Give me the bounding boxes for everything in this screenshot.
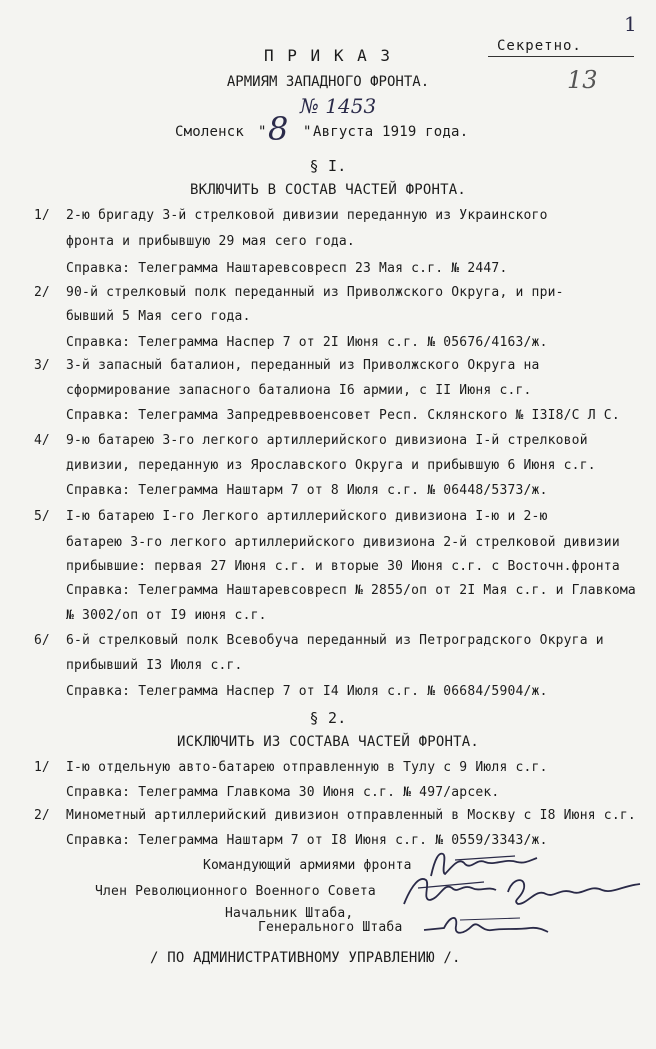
item-number: 2/ [34,808,50,823]
item-reference: Справка: Телеграмма Наштарм 7 от I8 Июня с.г. № 0559/3343/ж. [66,833,548,848]
item-line: 2-ю бригаду 3-й стрелковой дивизии переданную из Украинского [66,208,548,223]
item-line: 3-й запасный баталион, переданный из Приволжского Округа на [66,358,540,373]
item-line: I-ю батарею I-го Легкого артиллерийского дивизиона I-ю и 2-ю [66,509,548,524]
item-reference: Справка: Телеграмма Наштаревсовресп 23 Мая с.г. № 2447. [66,261,508,276]
section-1-sign: § I. [309,157,347,175]
item-line: фронта и прибывшую 29 мая сего года. [66,234,355,249]
date-day-handwritten: 8 [268,110,289,148]
item-line: 6-й стрелковый полк Всевобуча переданный из Петроградского Округа и [66,633,604,648]
item-reference: Справка: Телеграмма Наштаревсовресп № 2855/оп от 2I Мая с.г. и Главкома [66,583,636,598]
order-title: П Р И К А З [264,46,392,65]
archive-stamp-number: 13 [567,66,598,94]
footer-department: / ПО АДМИНИСТРАТИВНОМУ УПРАВЛЕНИЮ /. [150,950,461,966]
order-number-handwritten: № 1453 [300,94,377,118]
date-quote-open: " [258,124,267,140]
section-2-sign: § 2. [309,709,347,727]
item-line: прибывшие: первая 27 Июня с.г. и вторые 30 Июня с.г. с Восточн.фронта [66,559,620,574]
section-1-heading: ВКЛЮЧИТЬ В СОСТАВ ЧАСТЕЙ ФРОНТА. [189,182,467,198]
chief-of-staff-title: Начальник Штаба, [225,906,354,921]
item-line: бывший 5 Мая сего года. [66,309,251,324]
item-reference: Справка: Телеграмма Наспер 7 от 2I Июня с.г. № 05676/4163/ж. [66,335,548,350]
date-place: Смоленск [175,124,245,140]
rvs-member-signatures [400,870,645,910]
item-reference: Справка: Телеграмма Запредреввоенсовет Респ. Склянского № I3I8/С Л С. [66,408,620,423]
section-2-heading: ИСКЛЮЧИТЬ ИЗ СОСТАВА ЧАСТЕЙ ФРОНТА. [176,734,479,750]
item-number: 4/ [34,433,50,448]
item-line: Минометный артиллерийский дивизион отправленный в Москву с I8 Июня с.г. [66,808,636,823]
item-line: сформирование запасного баталиона I6 армии, с II Июня с.г. [66,383,532,398]
item-line: прибывший I3 Июля с.г. [66,658,243,673]
item-line: I-ю отдельную авто-батарею отправленную в Тулу с 9 Июля с.г. [66,760,548,775]
item-line: 9-ю батарею 3-го легкого артиллерийского дивизиона I-й стрелковой [66,433,588,448]
item-number: 5/ [34,509,50,524]
secret-label: Секретно. [497,38,582,54]
rvs-member-title: Член Революционного Военного Совета [95,884,376,899]
item-reference: Справка: Телеграмма Наштарм 7 от 8 Июля с.г. № 06448/5373/ж. [66,483,548,498]
item-number: 6/ [34,633,50,648]
item-number: 3/ [34,358,50,373]
item-line: дивизии, переданную из Ярославского Округа и прибывшую 6 Июня с.г. [66,458,596,473]
general-staff-title: Генерального Штаба [258,920,403,935]
item-number: 1/ [34,760,50,775]
item-number: 2/ [34,285,50,300]
item-line: батарею 3-го легкого артиллерийского дивизиона 2-й стрелковой дивизии [66,535,620,550]
order-subtitle: АРМИЯМ ЗАПАДНОГО ФРОНТА. [226,74,430,90]
date-quote-close: " [303,124,312,140]
item-reference: № 3002/оп от I9 июня с.г. [66,608,267,623]
commander-title: Командующий армиями фронта [203,858,412,873]
item-reference: Справка: Телеграмма Наспер 7 от I4 Июля с.г. № 06684/5904/ж. [66,684,548,699]
item-line: 90-й стрелковый полк переданный из Приволжского Округа, и при- [66,285,564,300]
page-number: 1 [624,12,637,36]
item-reference: Справка: Телеграмма Главкома 30 Июня с.г. № 497/арсек. [66,785,500,800]
chief-of-staff-signature [420,908,550,942]
item-number: 1/ [34,208,50,223]
date-rest: Августа 1919 года. [313,124,469,140]
